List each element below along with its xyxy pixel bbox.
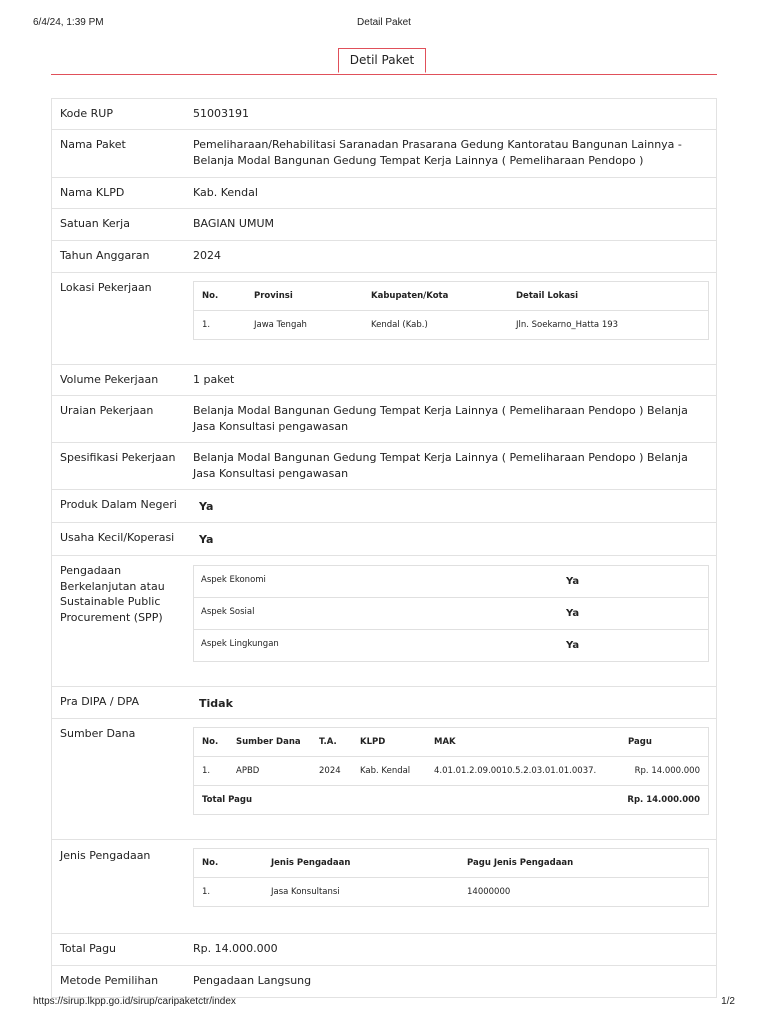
row-metode-pemilihan bbox=[52, 966, 716, 998]
table-row bbox=[194, 566, 708, 598]
field-label: Lokasi Pekerjaan bbox=[60, 281, 152, 294]
field-label: Kode RUP bbox=[60, 107, 113, 120]
spp-value: Ya bbox=[566, 576, 580, 587]
table-cell: APBD bbox=[236, 766, 260, 776]
field-value: Tidak bbox=[199, 697, 233, 710]
field-label: Usaha Kecil/Koperasi bbox=[60, 531, 175, 544]
spp-value: Ya bbox=[566, 640, 580, 651]
field-value: Pemeliharaan/Rehabilitasi Saranadan Prasarana Gedung Kantoratau Bangunan Lainnya - Belanja Modal Bangunan Gedung Tempat Kerja Lainnya ( Pemeliharaan Pendopo ) bbox=[193, 138, 682, 167]
column-header: T.A. bbox=[319, 737, 337, 747]
field-label: Nama KLPD bbox=[60, 186, 125, 199]
field-value: 2024 bbox=[193, 249, 221, 262]
column-header: Detail Lokasi bbox=[516, 291, 579, 301]
table-cell: Jawa Tengah bbox=[254, 320, 307, 330]
table-cell: 4.01.01.2.09.0010.5.2.03.01.01.0037. bbox=[434, 766, 597, 776]
column-header: No. bbox=[202, 858, 219, 868]
column-header: KLPD bbox=[360, 737, 386, 747]
row-spp bbox=[52, 556, 716, 687]
page-number: 1/2 bbox=[721, 996, 735, 1007]
table-row bbox=[194, 757, 708, 786]
field-label: Spesifikasi Pekerjaan bbox=[60, 451, 176, 464]
row-kode-rup bbox=[52, 99, 716, 130]
field-value: Belanja Modal Bangunan Gedung Tempat Kerja Lainnya ( Pemeliharaan Pendopo ) Belanja Jasa Konsultasi pengawasan bbox=[193, 404, 688, 433]
table-cell: 2024 bbox=[319, 766, 341, 776]
row-sumber-dana bbox=[52, 719, 716, 840]
column-header: No. bbox=[202, 291, 219, 301]
table-row bbox=[194, 598, 708, 630]
table-cell: Kendal (Kab.) bbox=[371, 320, 428, 330]
column-header: Sumber Dana bbox=[236, 737, 301, 747]
spp-aspect: Aspek Ekonomi bbox=[201, 575, 266, 585]
table-cell: Jln. Soekarno_Hatta 193 bbox=[516, 320, 619, 330]
table-cell: 14000000 bbox=[467, 887, 511, 897]
column-header: Pagu Jenis Pengadaan bbox=[467, 858, 574, 868]
total-label: Total Pagu bbox=[202, 795, 253, 805]
table-header-row bbox=[194, 728, 708, 757]
print-header bbox=[33, 17, 735, 29]
field-label: Metode Pemilihan bbox=[60, 974, 159, 987]
table-header-row bbox=[194, 282, 708, 311]
field-value: BAGIAN UMUM bbox=[193, 217, 274, 230]
column-header: Pagu bbox=[628, 737, 652, 747]
row-tahun-anggaran bbox=[52, 241, 716, 273]
row-lokasi-pekerjaan bbox=[52, 273, 716, 365]
row-jenis-pengadaan bbox=[52, 840, 716, 934]
print-title: Detail Paket bbox=[357, 17, 411, 28]
field-label: Pra DIPA / DPA bbox=[60, 695, 139, 708]
spp-table bbox=[193, 565, 709, 662]
table-cell: Rp. 14.000.000 bbox=[634, 766, 700, 776]
column-header: Provinsi bbox=[254, 291, 293, 301]
row-volume-pekerjaan bbox=[52, 365, 716, 396]
field-label: Total Pagu bbox=[60, 942, 117, 955]
print-date: 6/4/24, 1:39 PM bbox=[33, 17, 104, 28]
spp-aspect: Aspek Lingkungan bbox=[201, 639, 279, 649]
row-spesifikasi-pekerjaan bbox=[52, 443, 716, 490]
field-label: Produk Dalam Negeri bbox=[60, 498, 177, 511]
table-header-row bbox=[194, 849, 708, 878]
field-label: Volume Pekerjaan bbox=[60, 373, 159, 386]
field-value: Pengadaan Langsung bbox=[193, 974, 312, 987]
spp-aspect: Aspek Sosial bbox=[201, 607, 255, 617]
field-label: Satuan Kerja bbox=[60, 217, 130, 230]
table-cell: 1. bbox=[202, 887, 211, 897]
sumber-dana-table bbox=[193, 727, 709, 815]
field-value: Ya bbox=[199, 500, 214, 513]
print-footer bbox=[33, 996, 735, 1008]
detail-table bbox=[51, 98, 717, 998]
table-row bbox=[194, 311, 708, 339]
field-value: 1 paket bbox=[193, 373, 235, 386]
total-value: Rp. 14.000.000 bbox=[627, 795, 700, 805]
field-label: Tahun Anggaran bbox=[60, 249, 150, 262]
row-uraian-pekerjaan bbox=[52, 396, 716, 443]
field-value: Belanja Modal Bangunan Gedung Tempat Kerja Lainnya ( Pemeliharaan Pendopo ) Belanja Jasa Konsultasi pengawasan bbox=[193, 451, 688, 480]
row-nama-klpd bbox=[52, 178, 716, 209]
column-header: MAK bbox=[434, 737, 456, 747]
total-row bbox=[194, 786, 708, 814]
tab-detil-paket[interactable]: Detil Paket bbox=[338, 48, 426, 73]
column-header: No. bbox=[202, 737, 219, 747]
row-nama-paket bbox=[52, 130, 716, 178]
field-value: Rp. 14.000.000 bbox=[193, 942, 278, 955]
table-cell: 1. bbox=[202, 320, 211, 330]
field-label: Jenis Pengadaan bbox=[60, 849, 151, 862]
table-row bbox=[194, 878, 708, 906]
table-cell: Kab. Kendal bbox=[360, 766, 411, 776]
row-usaha-kecil bbox=[52, 523, 716, 556]
jenis-pengadaan-table bbox=[193, 848, 709, 907]
spp-value: Ya bbox=[566, 608, 580, 619]
column-header: Jenis Pengadaan bbox=[271, 858, 351, 868]
row-total-pagu bbox=[52, 934, 716, 966]
row-produk-dalam-negeri bbox=[52, 490, 716, 523]
row-satuan-kerja bbox=[52, 209, 716, 241]
tab-bar bbox=[51, 48, 717, 75]
field-value: Kab. Kendal bbox=[193, 186, 258, 199]
row-pra-dipa bbox=[52, 687, 716, 719]
table-row bbox=[194, 630, 708, 661]
field-label: Pengadaan Berkelanjutan atau Sustainable Public Procurement (SPP) bbox=[60, 564, 165, 624]
field-label: Nama Paket bbox=[60, 138, 126, 151]
table-cell: 1. bbox=[202, 766, 211, 776]
field-value: 51003191 bbox=[193, 107, 249, 120]
field-value: Ya bbox=[199, 533, 214, 546]
field-label: Uraian Pekerjaan bbox=[60, 404, 154, 417]
field-label: Sumber Dana bbox=[60, 727, 136, 740]
page-url: https://sirup.lkpp.go.id/sirup/caripaketctr/index bbox=[33, 996, 236, 1007]
column-header: Kabupaten/Kota bbox=[371, 291, 449, 301]
lokasi-table bbox=[193, 281, 709, 340]
table-cell: Jasa Konsultansi bbox=[271, 887, 340, 897]
